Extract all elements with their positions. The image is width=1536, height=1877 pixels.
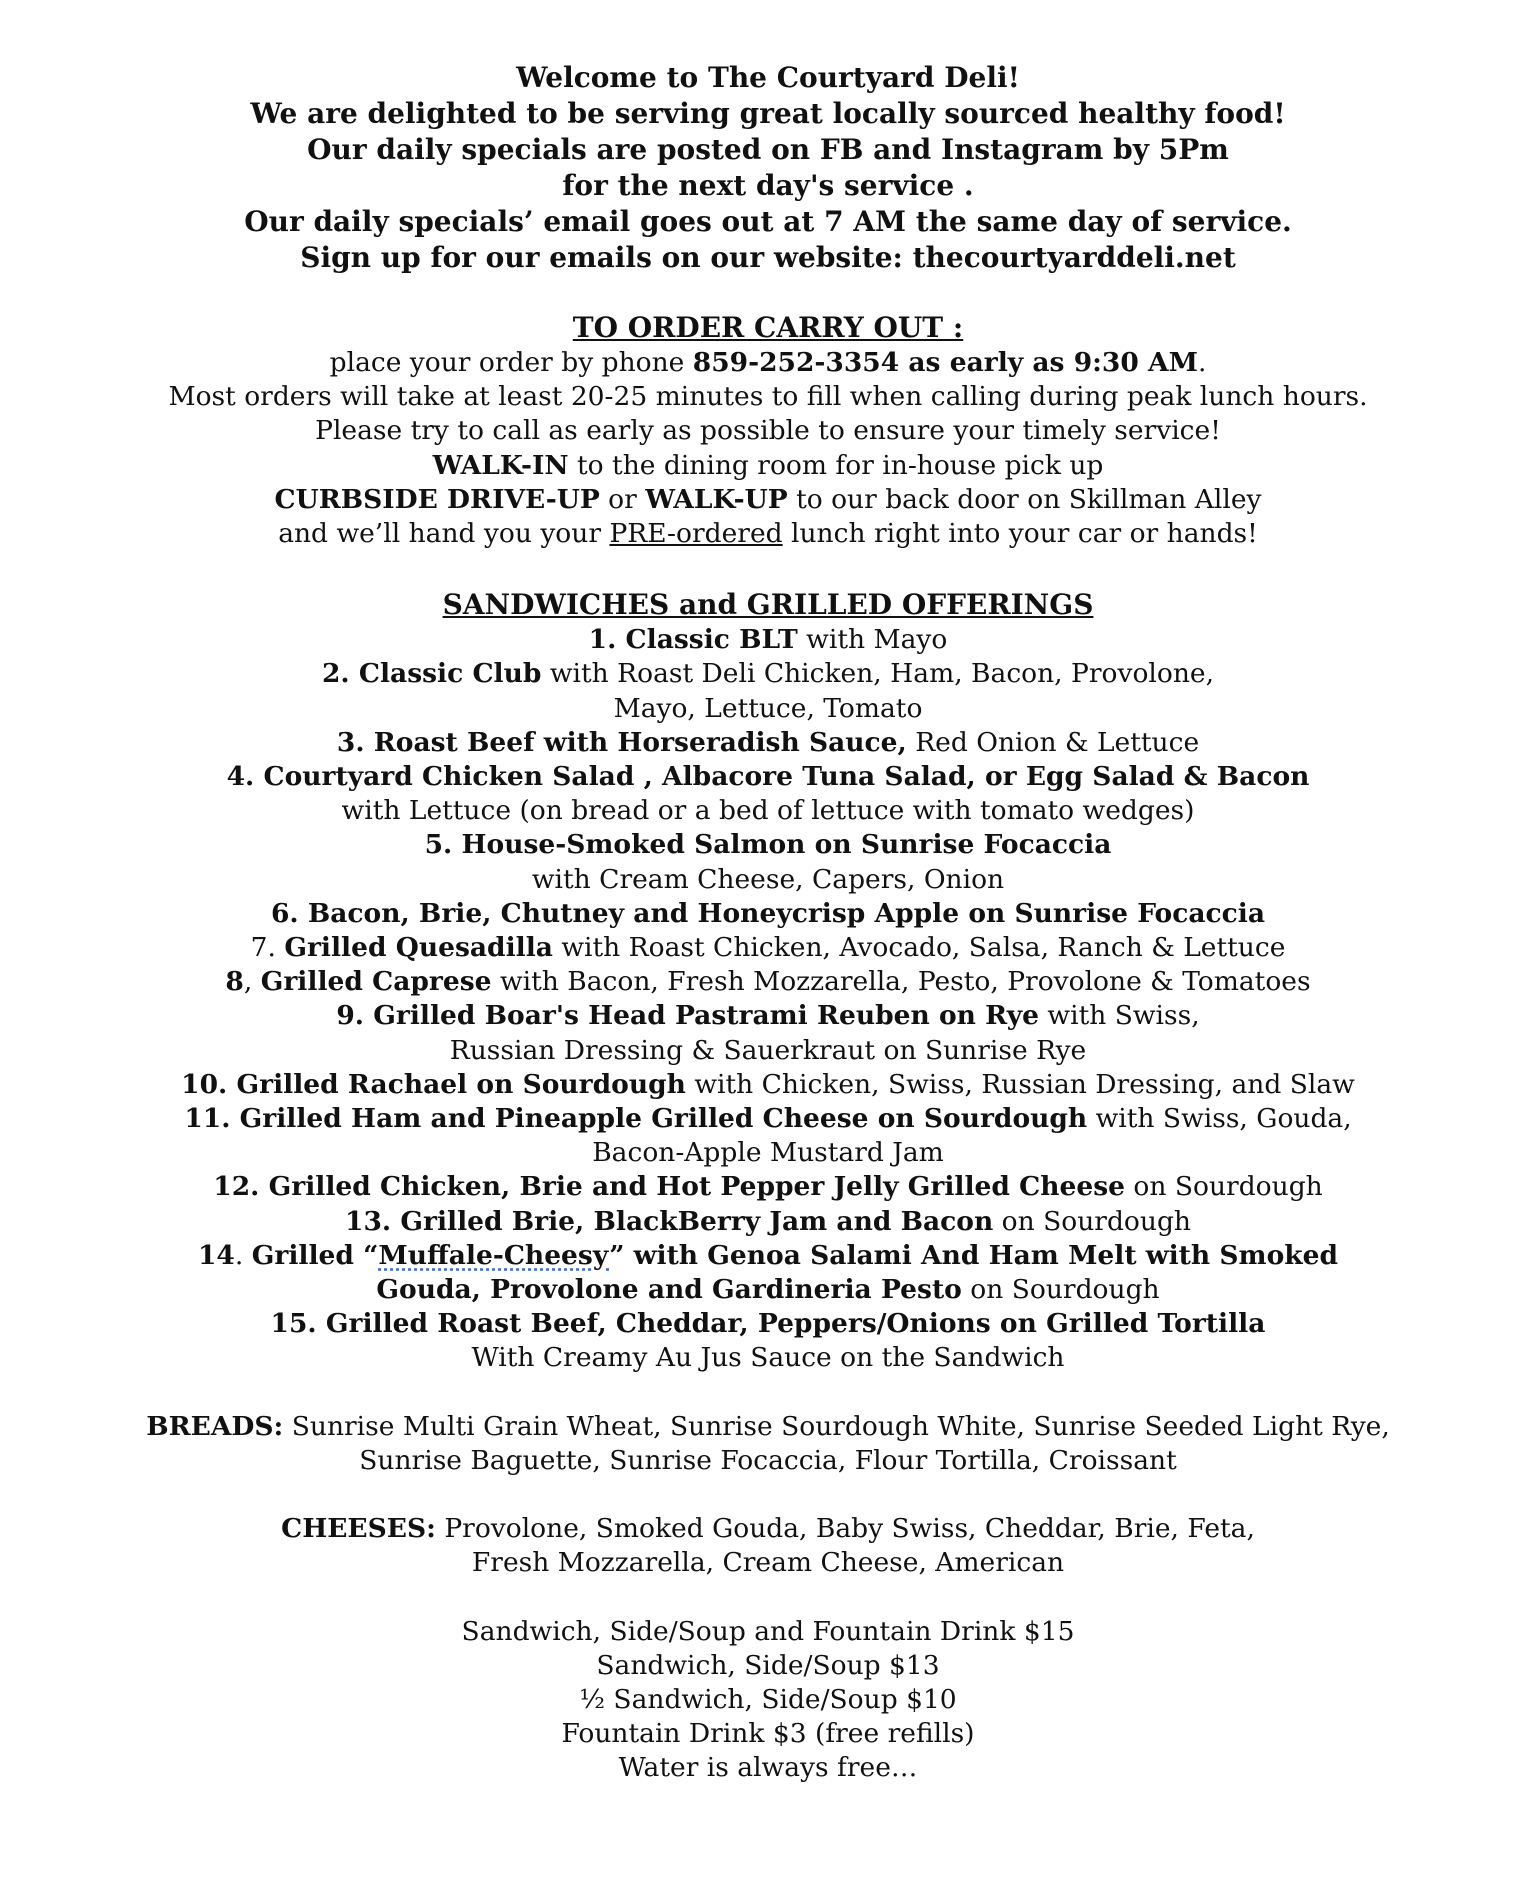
item-detail: with Roast Chicken, Avocado, Salsa, Ranch & Lettuce	[552, 932, 1286, 964]
carry-out-section	[0, 310, 1536, 551]
carry-out-heading: TO ORDER CARRY OUT :	[572, 311, 964, 344]
item-name-underlined: Muffale-Cheesy	[378, 1239, 610, 1271]
breads-label: BREADS:	[146, 1410, 284, 1442]
item-name: 6. Bacon, Brie, Chutney and Honeycrisp Apple on Sunrise Focaccia	[270, 897, 1266, 929]
item-name: Grilled “	[251, 1239, 379, 1271]
cheeses-line	[0, 1512, 1536, 1546]
item-name: Grilled Caprese	[260, 966, 492, 998]
carry-out-line	[0, 449, 1536, 483]
menu-item	[0, 623, 1536, 657]
item-name: 3. Roast Beef with Horseradish Sauce,	[336, 726, 907, 758]
menu-item-continued: Mayo, Lettuce, Tomato	[613, 692, 923, 724]
price-line: Fountain Drink $3 (free refills)	[561, 1718, 975, 1750]
menu-item	[0, 760, 1536, 794]
text: to our back door on Skillman Alley	[787, 483, 1262, 515]
text: .	[267, 932, 285, 964]
item-name: 5. House-Smoked Salmon on Sunrise Focaccia	[424, 829, 1112, 861]
item-name: Gouda, Provolone and Gardineria Pesto	[376, 1274, 962, 1306]
text: .	[234, 1239, 252, 1271]
menu-item	[0, 1102, 1536, 1136]
walk-up-label: WALK-UP	[645, 483, 788, 515]
text: and we’ll hand you your	[278, 518, 610, 550]
menu-item	[0, 965, 1536, 999]
menu-item-continued: with Cream Cheese, Capers, Onion	[531, 863, 1005, 895]
cheeses-label: CHEESES:	[281, 1513, 436, 1545]
item-name: 2. Classic Club	[321, 658, 542, 690]
menu-item-continued: With Creamy Au Jus Sauce on the Sandwich	[471, 1342, 1065, 1374]
item-number: 8	[225, 966, 244, 998]
phone-number: 859-252-3354 as early as 9:30 AM	[692, 347, 1198, 378]
welcome-line: Our daily specials’ email goes out at 7 AM the same day of service.	[244, 205, 1292, 238]
price-line: Sandwich, Side/Soup $13	[596, 1649, 940, 1681]
walk-in-label: WALK-IN	[432, 449, 569, 481]
text: or	[599, 483, 646, 515]
sandwiches-section	[0, 587, 1536, 1375]
item-detail: with Swiss, Gouda,	[1087, 1103, 1352, 1135]
carry-out-line: Please try to call as early as possible to ensure your timely service!	[315, 415, 1221, 447]
item-detail: on Sourdough	[961, 1274, 1160, 1306]
prices-section	[0, 1615, 1536, 1786]
text: place your order by phone	[329, 347, 693, 378]
breads-list: Sunrise Multi Grain Wheat, Sunrise Sourdough White, Sunrise Seeded Light Rye,	[283, 1410, 1390, 1442]
menu-item	[0, 1068, 1536, 1102]
cheeses-section	[0, 1512, 1536, 1580]
price-line: Sandwich, Side/Soup and Fountain Drink $15	[461, 1615, 1075, 1647]
item-name: 15. Grilled Roast Beef, Cheddar, Peppers/Onions on Grilled Tortilla	[270, 1308, 1266, 1340]
menu-item-continued	[0, 1273, 1536, 1307]
menu-item	[0, 1239, 1536, 1273]
item-detail: with Mayo	[797, 624, 948, 656]
welcome-line: Sign up for our emails on our website: thecourtyarddeli.net	[300, 241, 1236, 274]
item-name: 11. Grilled Ham and Pineapple Grilled Cheese on Sourdough	[184, 1103, 1088, 1135]
menu-item	[0, 931, 1536, 965]
carry-out-line	[0, 483, 1536, 517]
curbside-label: CURBSIDE DRIVE-UP	[274, 483, 600, 515]
welcome-line: for the next day's service .	[562, 169, 974, 202]
item-name: Grilled Quesadilla	[284, 932, 553, 964]
item-detail: with Chicken, Swiss, Russian Dressing, and Slaw	[685, 1068, 1355, 1100]
menu-item	[0, 726, 1536, 760]
breads-line	[0, 1410, 1536, 1444]
menu-item	[0, 1205, 1536, 1239]
item-number: 7	[250, 932, 268, 964]
item-name: 10. Grilled Rachael on Sourdough	[181, 1068, 686, 1100]
pre-ordered-text: PRE-ordered	[609, 518, 783, 550]
menu-item-continued: Russian Dressing & Sauerkraut on Sunrise Rye	[449, 1034, 1087, 1066]
item-name: 9. Grilled Boar's Head Pastrami Reuben on Rye	[336, 1000, 1039, 1032]
item-detail: on Sourdough	[993, 1205, 1191, 1237]
menu-item	[0, 1307, 1536, 1341]
breads-line: Sunrise Baguette, Sunrise Focaccia, Flour Tortilla, Croissant	[359, 1444, 1177, 1476]
item-number: 14	[197, 1239, 235, 1271]
text: lunch right into your car or hands!	[782, 518, 1258, 550]
sandwiches-heading: SANDWICHES and GRILLED OFFERINGS	[442, 588, 1094, 622]
menu-item-continued: with Lettuce (on bread or a bed of lettuce with tomato wedges)	[341, 795, 1195, 827]
cheeses-list: Provolone, Smoked Gouda, Baby Swiss, Cheddar, Brie, Feta,	[435, 1513, 1255, 1545]
breads-section	[0, 1410, 1536, 1478]
welcome-section	[0, 60, 1536, 276]
item-name: 13. Grilled Brie, BlackBerry Jam and Bacon	[345, 1205, 994, 1237]
text: ,	[243, 966, 261, 998]
menu-item-continued: Bacon-Apple Mustard Jam	[592, 1137, 944, 1169]
item-detail: with Bacon, Fresh Mozzarella, Pesto, Provolone & Tomatoes	[491, 966, 1311, 998]
menu-item	[0, 999, 1536, 1033]
text: .	[1197, 347, 1207, 378]
item-name: 12. Grilled Chicken, Brie and Hot Pepper Jelly Grilled Cheese	[213, 1171, 1125, 1203]
welcome-line: Our daily specials are posted on FB and Instagram by 5Pm	[307, 133, 1229, 166]
carry-out-line: Most orders will take at least 20-25 minutes to fill when calling during peak lunch hours.	[168, 381, 1368, 413]
menu-item	[0, 657, 1536, 691]
item-detail: with Swiss,	[1038, 1000, 1200, 1032]
item-name: ” with Genoa Salami And Ham Melt with Smoked	[609, 1239, 1339, 1271]
price-line: Water is always free…	[618, 1752, 918, 1784]
item-detail: with Roast Deli Chicken, Ham, Bacon, Provolone,	[541, 658, 1215, 690]
text: to the dining room for in-house pick up	[568, 449, 1104, 481]
welcome-line: Welcome to The Courtyard Deli!	[516, 61, 1020, 94]
menu-item	[0, 897, 1536, 931]
carry-out-line	[0, 346, 1536, 380]
menu-item	[0, 1170, 1536, 1204]
carry-out-line	[0, 517, 1536, 551]
welcome-line: We are delighted to be serving great locally sourced healthy food!	[250, 97, 1286, 130]
item-name: 1. Classic BLT	[588, 624, 798, 656]
item-name: 4. Courtyard Chicken Salad , Albacore Tuna Salad, or Egg Salad & Bacon	[226, 761, 1310, 793]
item-detail: Red Onion & Lettuce	[906, 726, 1200, 758]
item-detail: on Sourdough	[1125, 1171, 1323, 1203]
cheeses-line: Fresh Mozzarella, Cream Cheese, American	[471, 1547, 1065, 1579]
price-line: ½ Sandwich, Side/Soup $10	[579, 1683, 957, 1715]
menu-item	[0, 828, 1536, 862]
